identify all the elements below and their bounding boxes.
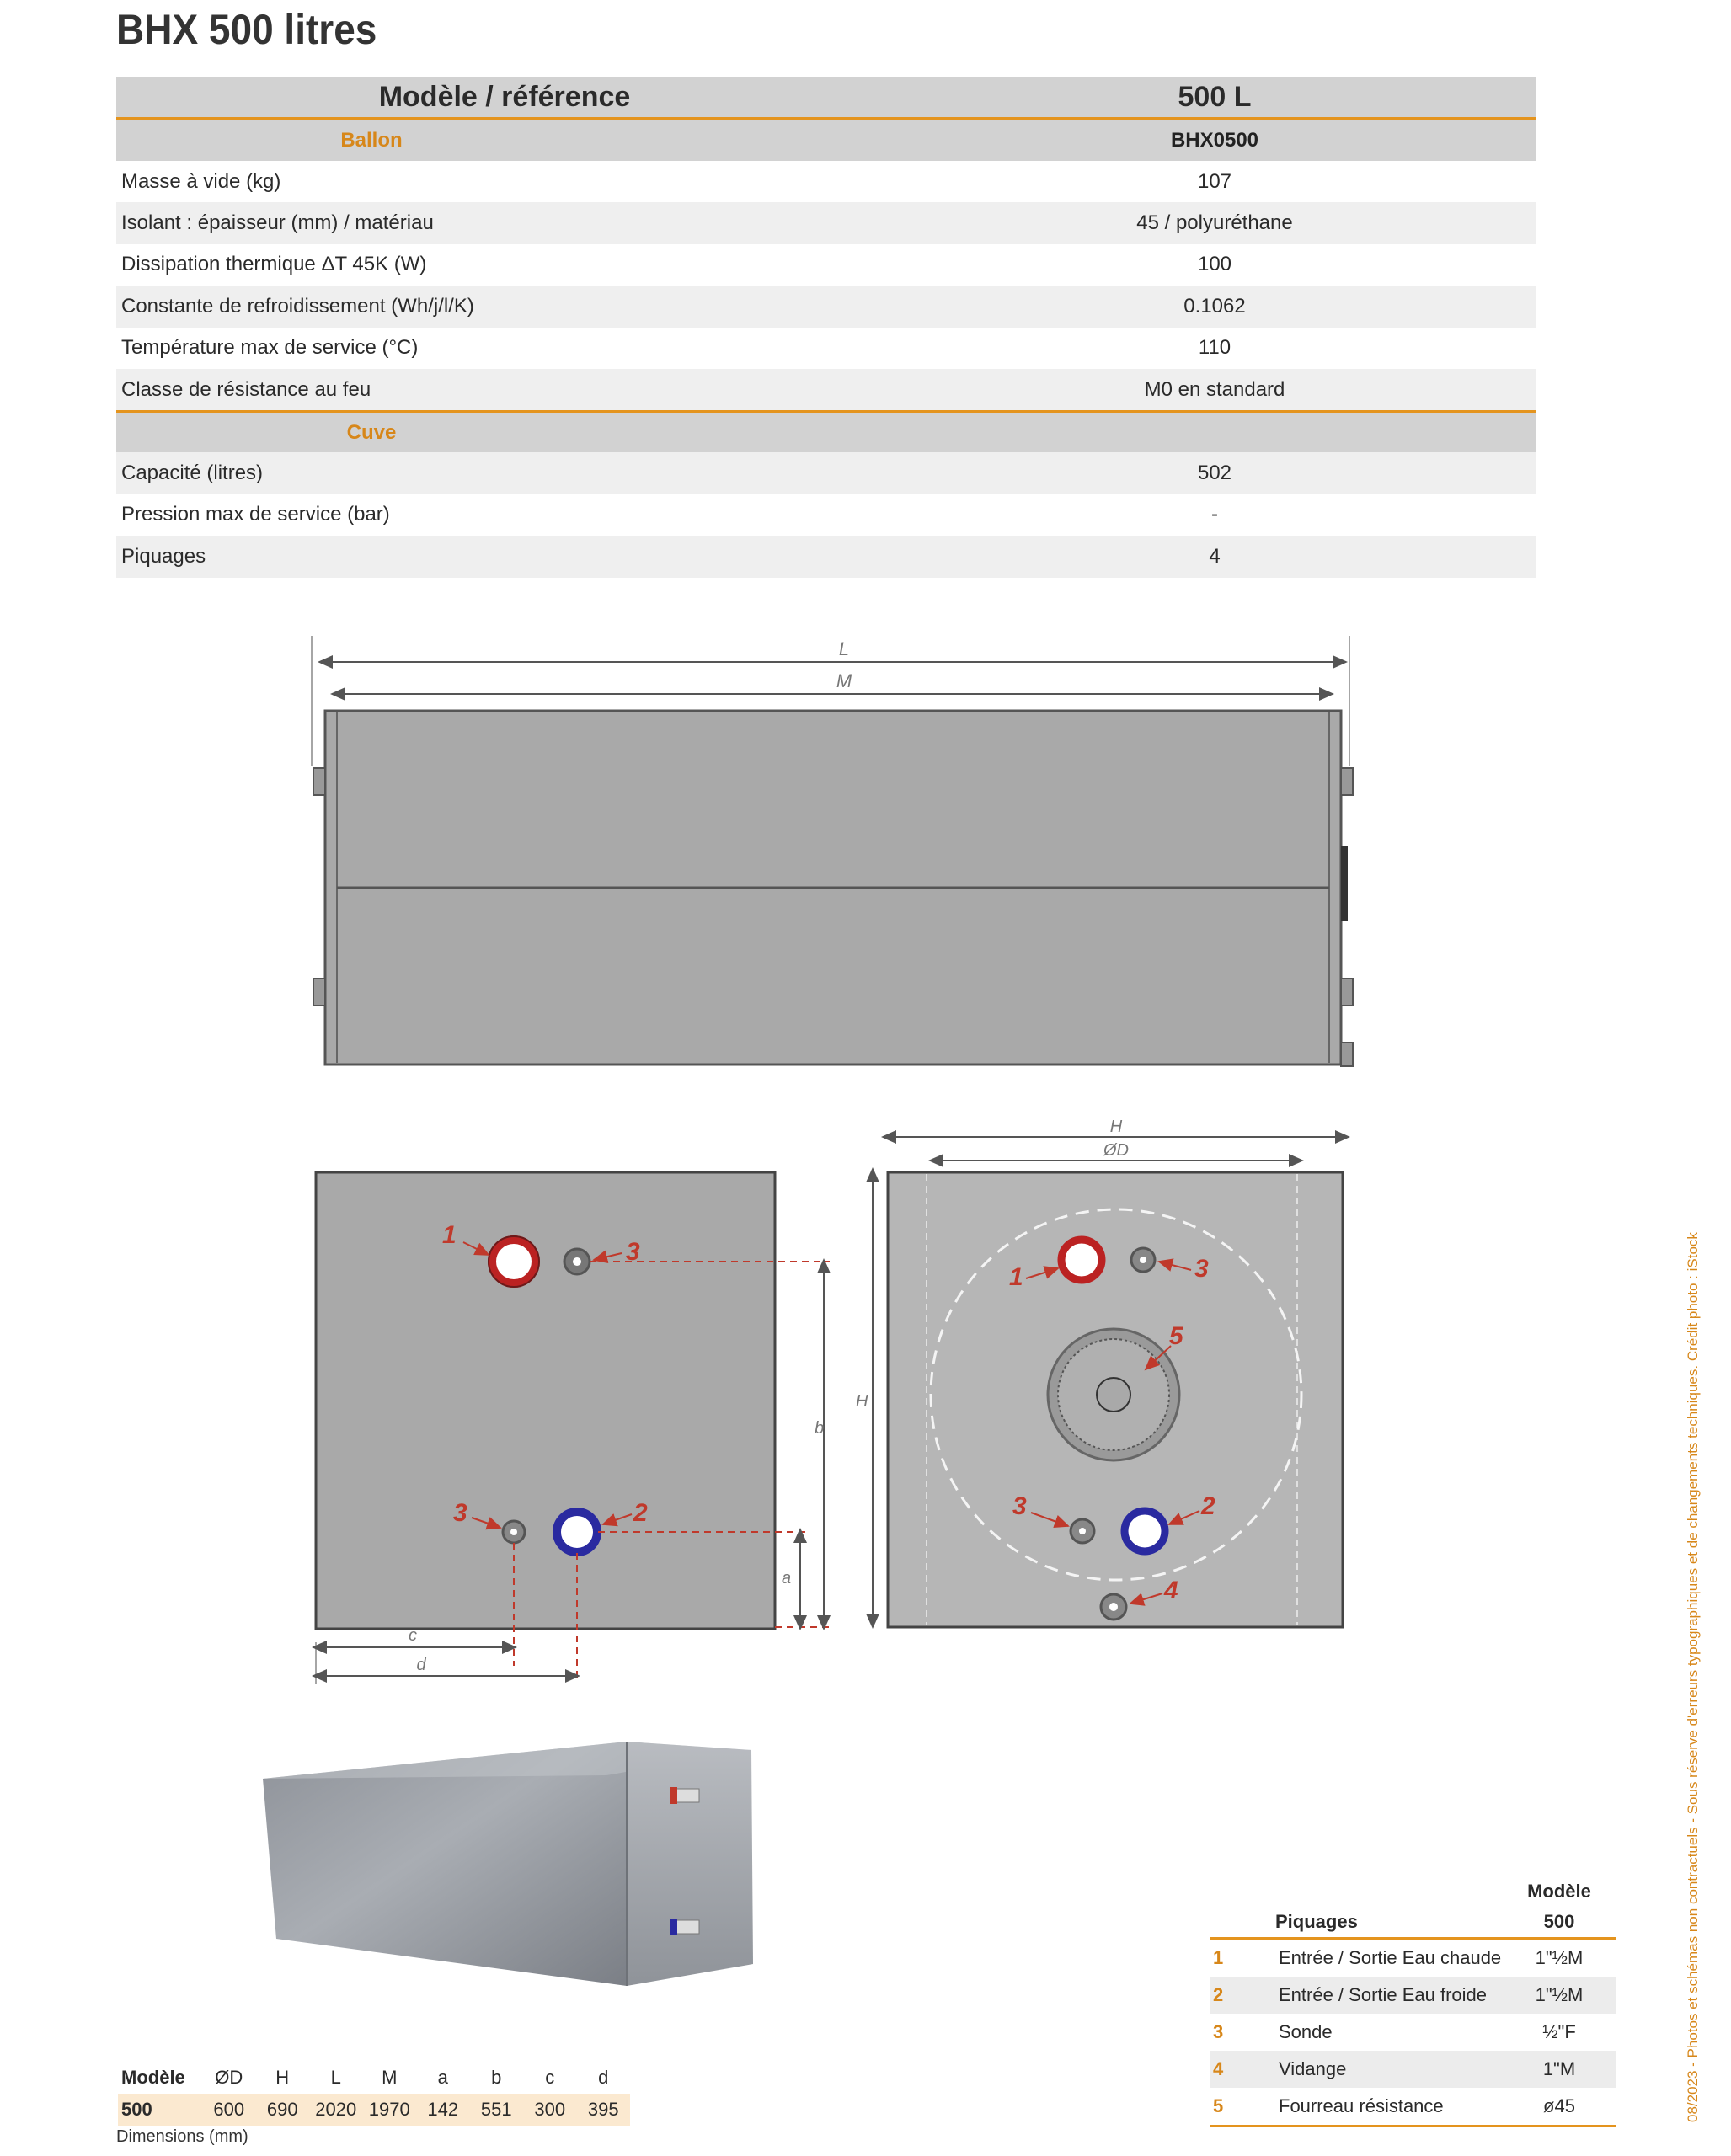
dim-value: 395 xyxy=(587,2099,619,2120)
dim-label-c: c xyxy=(409,1626,417,1645)
piquages-header-label: Piquages xyxy=(1275,1911,1358,1932)
section-cuve xyxy=(116,413,1536,452)
table-row xyxy=(1210,1940,1616,1977)
fitting-1-hot xyxy=(492,1240,536,1283)
dim-value: 1970 xyxy=(368,2099,410,2120)
dimensions-caption: Dimensions (mm) xyxy=(116,2127,248,2146)
row-label: Capacité (litres) xyxy=(121,462,264,485)
piquage-desc: Entrée / Sortie Eau froide xyxy=(1279,1984,1488,2005)
dim-label-d: d xyxy=(416,1656,426,1674)
dim-header: b xyxy=(491,2067,502,2088)
table-row xyxy=(1210,2051,1616,2088)
model-value: 500 xyxy=(1543,1911,1575,1932)
dim-label-b: b xyxy=(815,1419,825,1438)
dim-value: 2020 xyxy=(315,2099,357,2120)
table-row xyxy=(116,369,1536,413)
row-label: Constante de refroidissement (Wh/j/l/K) xyxy=(121,294,474,318)
table-row xyxy=(116,536,1536,577)
section-name: Ballon xyxy=(340,128,403,152)
callout-1: 1 xyxy=(442,1221,457,1249)
dim-label-H-side: H xyxy=(856,1392,868,1411)
piquage-value: 1"½M xyxy=(1535,1947,1584,1968)
piquage-value: 1"½M xyxy=(1535,1984,1584,2005)
table-row xyxy=(116,286,1536,327)
row-value: 110 xyxy=(1198,336,1231,360)
fitting-1-hot xyxy=(1061,1240,1102,1280)
dim-header: L xyxy=(330,2067,341,2088)
piquage-desc: Vidange xyxy=(1279,2058,1347,2079)
dim-value: 600 xyxy=(213,2099,245,2120)
dim-label-M: M xyxy=(836,670,852,691)
dim-value: 551 xyxy=(480,2099,512,2120)
table-row xyxy=(116,202,1536,243)
spec-header-row xyxy=(116,77,1536,120)
callout-3: 3 xyxy=(626,1238,640,1266)
side-disclaimer: 08/2023 - Photos et schémas non contractuels - Sous réserve d'erreurs typographiques et de changements techniques. Crédit photo : iStock xyxy=(1685,1232,1701,2122)
row-value: M0 en standard xyxy=(1144,377,1285,401)
piquage-number: 3 xyxy=(1213,2021,1224,2042)
row-label: Classe de résistance au feu xyxy=(121,377,371,401)
piquages-col-header xyxy=(1210,1907,1616,1940)
piquages-table xyxy=(1210,1876,1616,2127)
section-ballon xyxy=(116,120,1536,161)
callout-3: 3 xyxy=(1194,1255,1209,1283)
row-label: Masse à vide (kg) xyxy=(121,169,281,193)
section-value: BHX0500 xyxy=(1170,128,1259,152)
piquage-number: 4 xyxy=(1213,2058,1224,2079)
dim-label-H-top: H xyxy=(1109,1118,1123,1136)
dim-label-a: a xyxy=(782,1569,792,1588)
table-row xyxy=(116,494,1536,536)
dim-header: M xyxy=(382,2067,398,2088)
tank-product-image xyxy=(253,1726,775,1996)
callout-3b: 3 xyxy=(1012,1492,1027,1520)
row-label: Pression max de service (bar) xyxy=(121,503,390,526)
hot-water-port xyxy=(674,1789,699,1802)
piquage-value: ø45 xyxy=(1543,2095,1575,2116)
end-view-drawing xyxy=(856,1117,1365,1639)
row-value: - xyxy=(1211,503,1218,526)
dim-header: c xyxy=(545,2067,555,2088)
table-row xyxy=(116,161,1536,202)
row-value: 100 xyxy=(1197,253,1232,276)
dim-header: d xyxy=(598,2067,609,2088)
fitting-2-cold xyxy=(1125,1511,1165,1551)
piquage-value: 1"M xyxy=(1542,2058,1576,2079)
table-row xyxy=(116,328,1536,369)
table-row xyxy=(1210,2014,1616,2051)
row-label: Dissipation thermique ΔT 45K (W) xyxy=(121,253,427,276)
row-value: 107 xyxy=(1197,169,1232,193)
dim-label-OD: ØD xyxy=(1103,1141,1129,1160)
table-row xyxy=(116,244,1536,286)
piquage-number: 5 xyxy=(1213,2095,1224,2116)
callout-2: 2 xyxy=(633,1499,648,1527)
row-label: Piquages xyxy=(121,544,206,568)
dim-header: a xyxy=(437,2067,448,2088)
dim-value: 690 xyxy=(266,2099,298,2120)
dim-header: ØD xyxy=(215,2067,243,2088)
row-value: 45 / polyuréthane xyxy=(1136,211,1293,235)
section-name: Cuve xyxy=(346,420,397,444)
table-row xyxy=(1210,1977,1616,2014)
side-view-drawing xyxy=(303,632,1365,1078)
piquage-desc: Entrée / Sortie Eau chaude xyxy=(1279,1947,1502,1968)
callout-1: 1 xyxy=(1009,1263,1023,1291)
dim-value: 300 xyxy=(534,2099,566,2120)
dim-header: Modèle xyxy=(121,2067,185,2088)
dim-label-L: L xyxy=(838,638,850,659)
callout-3b: 3 xyxy=(453,1499,467,1527)
callout-5: 5 xyxy=(1169,1322,1183,1350)
header-value: 500 L xyxy=(1178,81,1252,113)
dimensions-header-row xyxy=(118,2062,630,2094)
row-value: 502 xyxy=(1197,462,1232,485)
piquages-model-header xyxy=(1210,1876,1616,1907)
dimensions-value-row xyxy=(118,2094,630,2126)
row-label: Isolant : épaisseur (mm) / matériau xyxy=(121,211,434,235)
fitting-2-cold xyxy=(557,1512,597,1552)
piquage-value: ½"F xyxy=(1542,2021,1576,2042)
callout-2: 2 xyxy=(1201,1492,1215,1520)
spec-table xyxy=(116,77,1536,578)
cold-water-port xyxy=(674,1920,699,1934)
table-row xyxy=(116,452,1536,494)
dim-value: 142 xyxy=(427,2099,459,2120)
dim-header: H xyxy=(275,2067,290,2088)
header-label: Modèle / référence xyxy=(378,81,631,113)
page-title: BHX 500 litres xyxy=(116,6,377,53)
table-row xyxy=(1210,2088,1616,2127)
row-value: 4 xyxy=(1209,544,1221,568)
piquage-number: 1 xyxy=(1213,1947,1224,1968)
row-value: 0.1062 xyxy=(1183,294,1246,318)
piquage-number: 2 xyxy=(1213,1984,1224,2005)
dimensions-table xyxy=(118,2062,630,2126)
piquage-desc: Fourreau résistance xyxy=(1279,2095,1444,2116)
model-header-label: Modèle xyxy=(1527,1881,1591,1902)
callout-4: 4 xyxy=(1164,1577,1178,1604)
front-view-drawing xyxy=(303,1154,842,1693)
row-label: Température max de service (°C) xyxy=(121,336,419,360)
piquage-desc: Sonde xyxy=(1279,2021,1333,2042)
dim-value: 500 xyxy=(121,2099,152,2120)
tank-front-body xyxy=(316,1172,775,1629)
